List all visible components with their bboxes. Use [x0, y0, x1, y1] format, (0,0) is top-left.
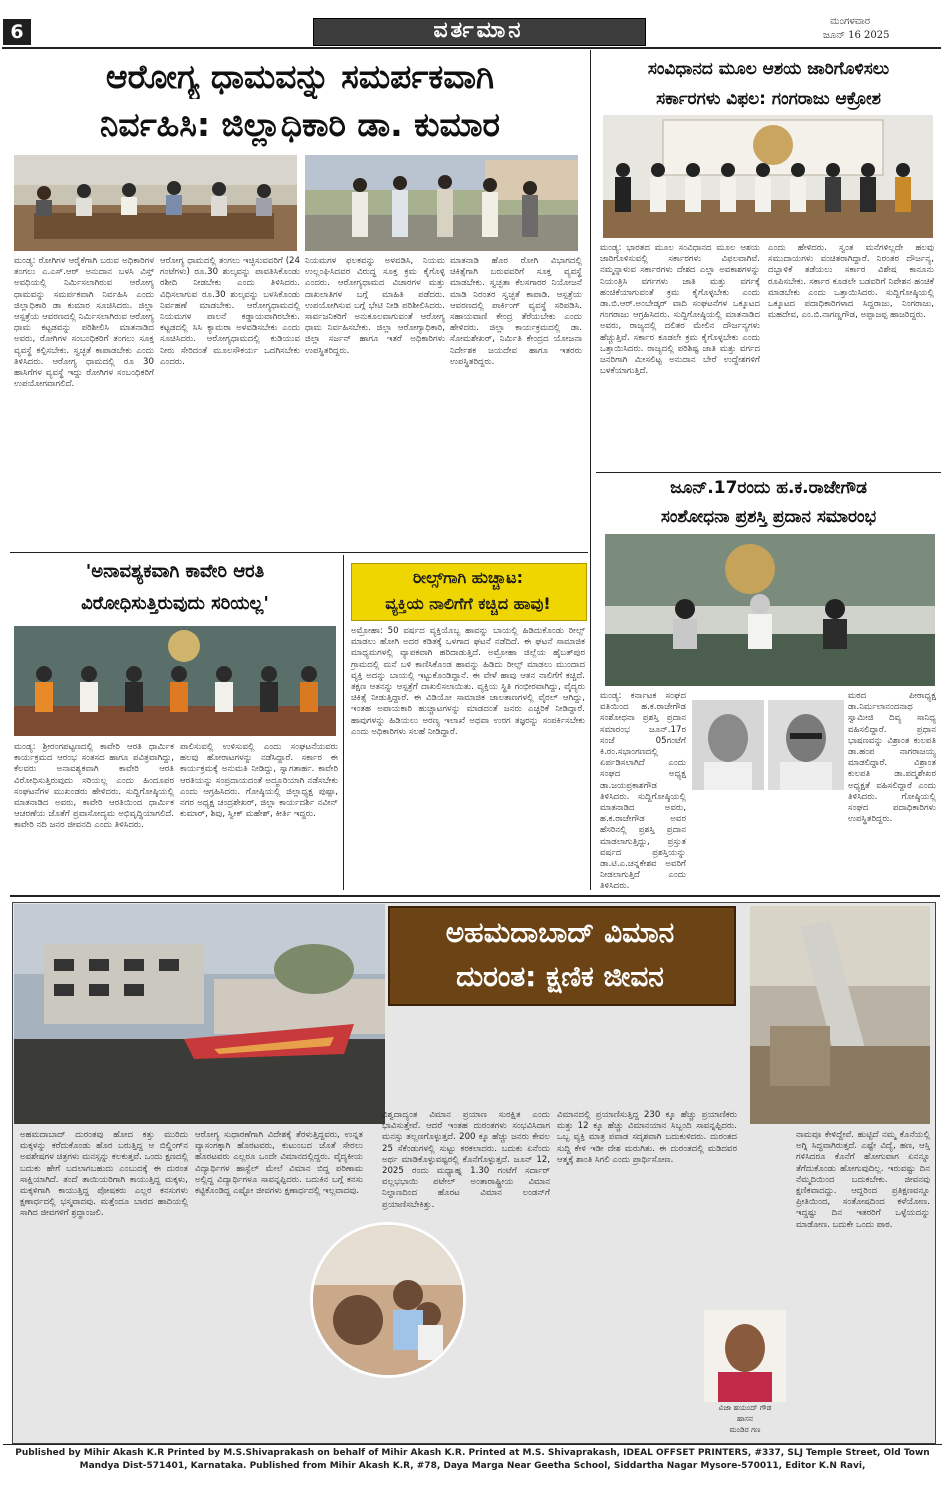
masthead-date: ಜೂನ್ 16 2025 [823, 30, 890, 41]
rajegowda-event-photo [605, 534, 935, 686]
rajegowda-headline-line1: ಜೂನ್.17ರಂದು ಹ.ಕ.ರಾಜೇಗೌಡ [670, 478, 867, 498]
cauvery-headline-line1: 'ಅನಾವಶ್ಯಕವಾಗಿ ಕಾವೇರಿ ಆರತಿ [85, 561, 265, 582]
rajegowda-col1: ಮಂಡ್ಯ: ಕರ್ನಾಟಕ ಸಂಘದ ವತಿಯಿಂದ ಹ.ಕ.ರಾಜೇಗೌಡ ಸಂಶೋಧನಾ ಪ್ರಶಸ್ತಿ ಪ್ರದಾನ ಸಮಾರಂಭ ಜೂನ್.17ರ ಸಂಜೆ 05ಗಂಟೆಗೆ ಕಿ.ರಂ.ಸಭಾಂಗಣದಲ್ಲಿ ಏರ್ಪಡಿಸಲಾಗಿದೆ ಎಂದು ಸಂಘದ ಅಧ್ಯಕ್ಷ ಡಾ.ಜಯಪ್ರಕಾಶಗೌಡ ತಿಳಿಸಿದರು. ಸುದ್ದಿಗೋಷ್ಠಿಯಲ್ಲಿ ಮಾತನಾಡಿದ ಅವರು, ಹ.ಕ.ರಾಜೇಗೌಡ ಅವರ ಹೆಸರಿನಲ್ಲಿ ಪ್ರಶಸ್ತಿ ಪ್ರದಾನ ಮಾಡಲಾಗುತ್ತಿದ್ದು, ಪ್ರಸ್ತುತ ವರ್ಷದ ಪ್ರಶಸ್ತಿಯನ್ನು ಡಾ.ಟಿ.ಎ.ಚನ್ನಕೇಶವ ಅವರಿಗೆ ನೀಡಲಾಗುತ್ತಿದೆ ಎಂದು ತಿಳಿಸಿದರು. [600, 691, 686, 891]
health-col3: ನಿಯಮಗಳ ಫಲಕವನ್ನು ಅಳವಡಿಸಿ, ನಿಯಮ ಉಲ್ಲಂಘಿಸಿದವರ ವಿರುದ್ಧ ಸೂಕ್ತ ಕ್ರಮ ಕೈಗೊಳ್ಳಿ ಎಂದರು. ಆರೋಗ್ಯಧಾಮದ ವಿಚಾರಗಳ ಮತ್ತು ದಾಖಲಾತಿಗಳ ಬಗ್ಗೆ ಮಾಹಿತಿ ಪಡೆದರು. ಉಪಯೋಗಿಸುವ ಬಗ್ಗೆ ಭೇಟಿ ನೀಡಿ ಪರಿಶೀಲಿಸಿದರು. ಸಾರ್ವಜನಿಕರಿಗೆ ಅನುಕೂಲವಾಗುವಂತೆ ಆರೋಗ್ಯ ಧಾಮ ನಿರ್ವಹಿಸಬೇಕು. ಜಿಲ್ಲಾ ಆರೋಗ್ಯಾಧಿಕಾರಿ, ಜಿಲ್ಲಾ ಸರ್ಜನ್ ಹಾಗೂ ಇತರೆ ಅಧಿಕಾರಿಗಳು ಉಪಸ್ಥಿತರಿದ್ದರು. [305, 256, 445, 356]
press-conference-image [14, 626, 336, 736]
meeting-room-image [14, 155, 297, 251]
officials-walking-image [305, 155, 578, 251]
crash-site-image [14, 904, 385, 1124]
vertical-divider-middle [343, 555, 344, 890]
constitution-col2: ಎಂದು ಹೇಳಿದರು. ಸ್ವಂತ ಮನೆಗಳಿಲ್ಲದೇ ಹಲವು ಸಮುದಾಯಗಳು ವಂಚಿತರಾಗಿದ್ದಾರೆ. ನಿರಂತರ ದೌರ್ಜನ್ಯ, ದಬ್ಬಾಳಿಕೆ ತಡೆಯಲು ಸರ್ಕಾರ ವಿಶೇಷ ಕಾನೂನು ರೂಪಿಸಬೇಕು. ಸರ್ಕಾರ ಕೂಡಲೇ ಬಡವರಿಗೆ ನಿವೇಶನ ಹಂಚಿಕೆ ಮಾಡಬೇಕು ಎಂದು ಒತ್ತಾಯಿಸಿದರು. ಸುದ್ದಿಗೋಷ್ಠಿಯಲ್ಲಿ ಒಕ್ಕೂಟದ ಪದಾಧಿಕಾರಿಗಳಾದ ಸಿದ್ದರಾಜು, ನಿಂಗರಾಜು, ಮಹದೇವ, ಎಂ.ಬಿ.ನಾಗಣ್ಣಗೌಡ, ಅಪ್ಪಾಜಪ್ಪ ಹಾಜರಿದ್ದರು. [768, 243, 934, 321]
rajegowda-portrait1 [692, 700, 764, 790]
vertical-divider-top [590, 50, 591, 890]
footer-top-rule [3, 1444, 942, 1445]
constitution-press-photo [603, 115, 933, 238]
health-headline-line2: ನಿರ್ವಹಿಸಿ: ಜಿಲ್ಲಾಧಿಕಾರಿ ಡಾ. ಕುಮಾರ [100, 105, 500, 144]
crashed-tail-photo [750, 906, 930, 1124]
press-meet-image [603, 115, 933, 238]
author-photo [704, 1310, 786, 1402]
constitution-headline-line1: ಸಂವಿಧಾನದ ಮೂಲ ಆಶಯ ಜಾರಿಗೊಳಿಸಲು [647, 59, 890, 79]
rajegowda-col2: ಮಠದ ಪೀಠಾಧ್ಯಕ್ಷ ಡಾ.ನಿರ್ಮಲಾನಂದನಾಥ ಸ್ವಾಮೀಜಿ ದಿವ್ಯ ಸಾನಿಧ್ಯ ವಹಿಸಲಿದ್ದಾರೆ. ಪ್ರಧಾನ ಭಾಷಣವನ್ನು ವಿಶ್ರಾಂತ ಕುಲಪತಿ ಡಾ.ಹಂಪ ನಾಗರಾಜಯ್ಯ ಮಾಡಲಿದ್ದಾರೆ. ವಿಶ್ರಾಂತ ಕುಲಪತಿ ಡಾ.ಪದ್ಮಶೇಖರ ಅಧ್ಯಕ್ಷತೆ ವಹಿಸಲಿದ್ದಾರೆ ಎಂದು ತಿಳಿಸಿದರು. ಗೋಷ್ಠಿಯಲ್ಲಿ ಸಂಘದ ಪದಾಧಿಕಾರಿಗಳು ಉಪಸ್ಥಿತರಿದ್ದರು. [848, 691, 936, 825]
feature-headline-line2: ದುರಂತ: ಕ್ಷಣಿಕ ಜೀವನ [456, 960, 664, 993]
feature-col5: ನಾಮವೂ ಕೇಳಿದ್ದೇವೆ. ಹುಟ್ಟಿದೆ ನಮ್ಮ ಕೊನೆಯಲ್ಲಿ ಅಗ್ನಿ ಸಿದ್ಧವಾಗಿರುತ್ತದೆ. ಎಷ್ಟೇ ವಿದ್ಯೆ, ಹಣ, ಆಸ್ತಿ ಗಳಿಸಿದರೂ ಕೊನೆಗೆ ಹೋಗುವಾಗ ಏನನ್ನೂ ತೆಗೆದುಕೊಂಡು ಹೋಗುವುದಿಲ್ಲ. ಇರುವಷ್ಟು ದಿನ ನೆಮ್ಮದಿಯಿಂದ ಬದುಕಬೇಕು. ಜೀವನವು ಕ್ಷಣಿಕವಾದದ್ದು. ಆದ್ದರಿಂದ ಪ್ರತಿಕ್ಷಣವನ್ನೂ ಪ್ರೀತಿಯಿಂದ, ಸಂತೋಷದಿಂದ ಕಳೆಯೋಣ. ಇದ್ದಷ್ಟು ದಿನ ಇತರರಿಗೆ ಒಳ್ಳೆಯದನ್ನು ಮಾಡೋಣ. ಬದುಕೇ ಒಂದು ಪಾಠ. [796, 1130, 930, 1230]
constitution-col1: ಮಂಡ್ಯ: ಭಾರತದ ಮೂಲ ಸಂವಿಧಾನದ ಮೂಲ ಆಶಯ ಜಾರಿಗೊಳಿಸುವಲ್ಲಿ ಸರ್ಕಾರಗಳು ವಿಫಲವಾಗಿವೆ. ನಮ್ಮನ್ನಾಳುವ ಸರ್ಕಾರಗಳು ದೇಶದ ಎಲ್ಲಾ ಅವಕಾಶಗಳನ್ನು ನಿಯಂತ್ರಿಸಿ ವರ್ಗಗಳು ಜಾತಿ ಮತ್ತು ವರ್ಗಕ್ಕೆ ಹಂಚಿಕೆಯಾಗುವಂತೆ ಕ್ರಮ ಕೈಗೊಳ್ಳಬೇಕು ಎಂದು ಡಾ.ಬಿ.ಆರ್.ಅಂಬೇಡ್ಕರ್ ವಾದಿ ಸಂಘಟನೆಗಳ ಒಕ್ಕೂಟದ ಗಂಗರಾಜು ಆಗ್ರಹಿಸಿದರು. ಸುದ್ದಿಗೋಷ್ಠಿಯಲ್ಲಿ ಮಾತನಾಡಿದ ಅವರು, ರಾಜ್ಯದಲ್ಲಿ ದಲಿತರ ಮೇಲಿನ ದೌರ್ಜನ್ಯಗಳು ಹೆಚ್ಚುತ್ತಿವೆ. ಸರ್ಕಾರ ಕೂಡಲೇ ಕ್ರಮ ಕೈಗೊಳ್ಳಬೇಕು ಎಂದು ಒತ್ತಾಯಿಸಿದರು. ರಾಜ್ಯದಲ್ಲಿ ಪರಿಶಿಷ್ಟ ಜಾತಿ ಮತ್ತು ವರ್ಗದ ಜನರಿಗಾಗಿ ಮೀಸಲಿಟ್ಟ ಅನುದಾನ ಬೇರೆ ಉದ್ದೇಶಗಳಿಗೆ ಬಳಕೆಯಾಗುತ್ತಿದೆ. [600, 243, 760, 377]
health-bottom-rule [10, 552, 588, 553]
feature-headline-line1: ಅಹಮದಾಬಾದ್ ವಿಮಾನ [445, 916, 675, 949]
portrait-elderly-man-image [692, 700, 764, 790]
constitution-bottom-rule [596, 472, 941, 473]
page-number-box [3, 19, 31, 45]
author-portrait-image [704, 1310, 786, 1402]
crashed-tail-image [750, 906, 930, 1124]
feature-col3: ವಿಶ್ವದಾದ್ಯಂತ ವಿಮಾನ ಪ್ರಯಾಣ ಸುರಕ್ಷಿತ ಎಂದು ಭಾವಿಸುತ್ತೇವೆ. ಆದರೆ ಇಂತಹ ದುರಂತಗಳು ಸಂಭವಿಸಿದಾಗ ಮನಸ್ಸು ತಲ್ಲಣಗೊಳ್ಳುತ್ತದೆ. 200 ಕ್ಕೂ ಹೆಚ್ಚು ಜನರು ಕೇವಲ 25 ಸೆಕೆಂಡುಗಳಲ್ಲಿ ಸುಟ್ಟು ಕರಕಲಾದರು. ಬದುಕು ಏನೆಂದು ಅರ್ಥ ಮಾಡಿಕೊಳ್ಳುವಷ್ಟರಲ್ಲಿ ಕೊನೆಗೊಳ್ಳುತ್ತದೆ. ಜೂನ್ 12, 2025 ರಂದು ಮಧ್ಯಾಹ್ನ 1.30 ಗಂಟೆಗೆ ಸರ್ದಾರ್ ವಲ್ಲಭಭಾಯಿ ಪಟೇಲ್ ಅಂತಾರಾಷ್ಟ್ರೀಯ ವಿಮಾನ ನಿಲ್ದಾಣದಿಂದ ಹೊರಟ ವಿಮಾನ ಲಂಡನ್‌ಗೆ ಪ್ರಯಾಣಿಸಬೇಕಿತ್ತು. [382, 1110, 550, 1210]
rajegowda-portrait2 [768, 700, 844, 790]
health-headline-line1: ಆರೋಗ್ಯ ಧಾಮವನ್ನು ಸಮರ್ಪಕವಾಗಿ [105, 57, 495, 96]
portrait-man-glasses-image [768, 700, 844, 790]
health-col2: ಆರೋಗ್ಯ ಧಾಮದಲ್ಲಿ ತಂಗಲು ಇಚ್ಛಿಸುವವರಿಗೆ (24 ಗಂಟೆಗಳು) ರೂ.30 ಶುಲ್ಕವನ್ನು ಪಾವತಿಸಿಕೊಂಡು ರಶೀದಿ ನೀಡಬೇಕು ಎಂದು ತಿಳಿಸಿದರು. ವಿಧಿಸಲಾಗುವ ರೂ.30 ಶುಲ್ಕವನ್ನು ಬಳಸಿಕೊಂಡು ನಿರ್ವಹಣೆ ಮಾಡಬೇಕು. ಆರೋಗ್ಯಧಾಮದಲ್ಲಿ ನಿಯಮಗಳ ಪಾಲನೆ ಕಡ್ಡಾಯವಾಗಿರಬೇಕು. ಕಟ್ಟಡದಲ್ಲಿ ಸಿಸಿ ಕ್ಯಾಮರಾ ಅಳವಡಿಸಬೇಕು ಎಂದು ಸೂಚಿಸಿದರು. ಆರೋಗ್ಯಧಾಮದಲ್ಲಿ ಕುಡಿಯುವ ನೀರು ಸೇರಿದಂತೆ ಮೂಲಸೌಕರ್ಯ ಒದಗಿಸಬೇಕು ಎಂದರು. [160, 256, 300, 367]
constitution-headline-line2: ಸರ್ಕಾರಗಳು ವಿಫಲ: ಗಂಗರಾಜು ಆಕ್ರೋಶ [656, 89, 881, 109]
health-meeting-photo [14, 155, 297, 251]
masthead-rule [2, 47, 941, 49]
reels-headline-line2: ವ್ಯಕ್ತಿಯ ನಾಲಿಗೆಗೆ ಕಚ್ಚಿದ ಹಾವು! [385, 594, 551, 613]
footer-line2: Mandya Dist-571401, Karnataka. Published from Mihir Akash K.R, #78, Daya Marga Near Geetha School, Siddartha Nagar Mysore-570011, Editor K.N Ravi, [79, 1461, 866, 1471]
masthead-title: ವರ್ತಮಾನ [433, 18, 524, 43]
cauvery-col2: ಪಾಲಿಸುವಲ್ಲಿ ಉಳಿಸುವಲ್ಲಿ ಎಂದು ಸಂಘಟನೆಯವರು ಹಲವು ಹೋರಾಟಗಳನ್ನು ನಡೆಸಿದ್ದಾರೆ. ಸರ್ಕಾರ ಈ ಕಾರ್ಯಕ್ರಮಕ್ಕೆ ಅನುಮತಿ ನೀಡಿದ್ದು, ಸ್ವಾಗತಾರ್ಹ. ಕಾವೇರಿ ಆರತಿಯನ್ನು ಸಂಪ್ರದಾಯದಂತೆ ಅದ್ಧೂರಿಯಾಗಿ ನಡೆಸಬೇಕು ಎಂದು ಆಗ್ರಹಿಸಿದರು. ಗೋಷ್ಠಿಯಲ್ಲಿ ಜಿಲ್ಲಾಧ್ಯಕ್ಷ ಪುಷ್ಪಾ, ನಗರ ಅಧ್ಯಕ್ಷ ಚಂದ್ರಶೇಖರ್, ಜಿಲ್ಲಾ ಕಾರ್ಯದರ್ಶಿ ನವೀನ್ ಕುಮಾರ್, ಶಿವು, ಸ್ವೀಕ್ ಮಹೇಶ್, ಕೀರ್ತಿ ಇದ್ದರು. [180, 742, 338, 820]
feature-col2: ಆರೋಗ್ಯ ಸುಧಾರಣೆಗಾಗಿ ವಿದೇಶಕ್ಕೆ ತೆರಳುತ್ತಿದ್ದವರು, ಉನ್ನತ ವ್ಯಾಸಂಗಕ್ಕಾಗಿ ಹೊರಟವರು, ಕುಟುಂಬದ ಜೊತೆ ಸೇರಲು ಹೊರಟವರು ಎಲ್ಲರೂ ಒಂದೇ ವಿಮಾನದಲ್ಲಿದ್ದರು. ವೈದ್ಯಕೀಯ ವಿದ್ಯಾರ್ಥಿಗಳ ಹಾಸ್ಟೆಲ್ ಮೇಲೆ ವಿಮಾನ ಬಿದ್ದ ಪರಿಣಾಮ ಅಲ್ಲಿದ್ದ ವಿದ್ಯಾರ್ಥಿಗಳೂ ಸಾವನ್ನಪ್ಪಿದರು. ಬದುಕಿನ ಬಗ್ಗೆ ಕನಸು ಕಟ್ಟಿಕೊಂಡಿದ್ದ ಎಷ್ಟೋ ಜೀವಗಳು ಕ್ಷಣಾರ್ಧದಲ್ಲಿ ಇಲ್ಲವಾದವು. [195, 1130, 363, 1197]
author-place: ಮಂಡಿರ ಗಣ [729, 1425, 761, 1434]
cauvery-press-photo [14, 626, 336, 736]
health-col4: ಮಾತನಾಡಿ ಹೊರ ರೋಗಿ ವಿಭಾಗದಲ್ಲಿ ಚಿಕಿತ್ಸೆಗಾಗಿ ಬರುವವರಿಗೆ ಸೂಕ್ತ ವ್ಯವಸ್ಥೆ ಮಾಡಬೇಕು. ಸ್ವಚ್ಛತಾ ಕೆಲಸಗಾರರ ನಿಯೋಜನೆ ಮಾಡಿ ನಿರಂತರ ಸ್ವಚ್ಛತೆ ಕಾಪಾಡಿ. ಆಸ್ಪತ್ರೆಯ ಆವರಣದಲ್ಲಿ ಪಾರ್ಕಿಂಗ್ ವ್ಯವಸ್ಥೆ ಸರಿಪಡಿಸಿ. ಸಹಾಯವಾಣಿ ಕೇಂದ್ರ ತೆರೆಯಬೇಕು ಎಂದು ಹೇಳಿದರು. ಜಿಲ್ಲಾ ಕಾರ್ಯಕ್ರಮದಲ್ಲಿ ಡಾ. ಸೋಮಶೇಖರ್, ನಿರ್ಮಿತಿ ಕೇಂದ್ರದ ಯೋಜನಾ ನಿರ್ದೇಶಕ ಜಯದೇವ ಹಾಗೂ ಇತರರು ಉಪಸ್ಥಿತರಿದ್ದರು. [450, 256, 582, 367]
reels-headline-line1: ರೀಲ್ಸ್‌ಗಾಗಿ ಹುಚ್ಚಾಟ: [413, 568, 523, 587]
crash-site-photo [14, 904, 385, 1124]
author-role: ಹಾಸನ [737, 1414, 753, 1423]
author-name: ವಿಜಾ ಹಯಂದ್ ಗೌಡ [718, 1403, 772, 1412]
health-visit-photo [305, 155, 578, 251]
stage-event-image [605, 534, 935, 686]
footer-line1: Published by Mihir Akash K.R Printed by M.S.Shivaprakash on behalf of Mihir Akash K.R. Printed at M.S. Shivaprakash, IDEAL OFFSET PRINTERS, #337, SLJ Temple Street, Old Town [15, 1448, 930, 1458]
cauvery-col1: ಮಂಡ್ಯ: ಶ್ರೀರಂಗಪಟ್ಟಣದಲ್ಲಿ ಕಾವೇರಿ ಆರತಿ ಧಾರ್ಮಿಕ ಕಾರ್ಯಕ್ರಮದ ಆರಂಭ ಸಂತಸದ ಹಾಗೂ ಪವಿತ್ರವಾಗಿದ್ದು, ಕೆಲವರು ಅನಾವಶ್ಯಕವಾಗಿ ಕಾವೇರಿ ಆರತಿ ವಿರೋಧಿಸುತ್ತಿರುವುದು ಸರಿಯಲ್ಲ ಎಂದು ಹಿಂದೂಪರ ಸಂಘಟನೆಗಳ ಮುಖಂಡರು ಹೇಳಿದರು. ಸುದ್ದಿಗೋಷ್ಠಿಯಲ್ಲಿ ಮಾತನಾಡಿದ ಅವರು, ಕಾವೇರಿ ಆರತಿಯಿಂದ ಧಾರ್ಮಿಕ ಆಚರಣೆಯ ಜೊತೆಗೆ ಪ್ರವಾಸೋದ್ಯಮ ಅಭಿವೃದ್ಧಿಯಾಗಲಿದೆ. ಕಾವೇರಿ ನದಿ ಜನರ ಜೀವನದಿ ಎಂದು ತಿಳಿಸಿದರು. [14, 742, 174, 831]
masthead-day: ಮಂಗಳವಾರ [830, 16, 871, 27]
feature-col4: ವಿಮಾನದಲ್ಲಿ ಪ್ರಯಾಣಿಸುತ್ತಿದ್ದ 230 ಕ್ಕೂ ಹೆಚ್ಚು ಪ್ರಯಾಣಿಕರು ಮತ್ತು 12 ಕ್ಕೂ ಹೆಚ್ಚು ವಿಮಾನಯಾನ ಸಿಬ್ಬಂದಿ ಸಾವನ್ನಪ್ಪಿದರು. ಒಬ್ಬ ವ್ಯಕ್ತಿ ಮಾತ್ರ ಪವಾಡ ಸದೃಶವಾಗಿ ಬದುಕುಳಿದರು. ದುರಂತದ ಸುದ್ದಿ ಕೇಳಿ ಇಡೀ ದೇಶ ಮರುಗಿತು. ಈ ದುರಂತದಲ್ಲಿ ಮಡಿದವರ ಆತ್ಮಕ್ಕೆ ಶಾಂತಿ ಸಿಗಲಿ ಎಂದು ಪ್ರಾರ್ಥಿಸೋಣ. [557, 1110, 737, 1165]
feature-col1: ಅಹಮದಾಬಾದ್ ದುರಂತವು ಹೋದ ಕತ್ತು ಮುರಿದು ಮಕ್ಕಳನ್ನು ಕರೆದುಕೊಂಡು ಹೊರ ಬರುತ್ತಿದ್ದ ಆ ಬಿಲ್ಡಿಂಗ್‌ನ ಅವಶೇಷಗಳ ಚಿತ್ರಗಳು ಮನಸ್ಸನ್ನು ಕಲಕುತ್ತವೆ. ಒಂದು ಕ್ಷಣದಲ್ಲಿ ಬದುಕು ಹೇಗೆ ಬದಲಾಗಬಹುದು ಎಂಬುದಕ್ಕೆ ಈ ದುರಂತ ಸಾಕ್ಷಿಯಾಗಿದೆ. ತಂದೆ ತಾಯಿಯರಿಗಾಗಿ ಕಾಯುತ್ತಿದ್ದ ಮಕ್ಕಳು, ಮಕ್ಕಳಿಗಾಗಿ ಕಾಯುತ್ತಿದ್ದ ಪೋಷಕರು ಎಲ್ಲರ ಕನಸುಗಳು ಕ್ಷಣಾರ್ಧದಲ್ಲಿ ಭಸ್ಮವಾದವು. ಮತ್ತೆಂದೂ ಬಾರದ ಹಾದಿಯಲ್ಲಿ ಸಾಗಿದ ಜೀವಗಳಿಗೆ ಶ್ರದ್ಧಾಂಜಲಿ. [20, 1130, 188, 1219]
health-col1: ಮಂಡ್ಯ: ರೋಗಿಗಳ ಆರೈಕೆಗಾಗಿ ಬರುವ ಅಧಿಕಾರಿಗಳ ತಂಗಲು ಎ.ಎಸ್.ಆರ್ ಅನುದಾನ ಬಳಸಿ ವಿಸ್ತ್ ಅವಧಿಯಲ್ಲಿ ನಿರ್ಮಿಸಲಾಗಿರುವ ಆರೋಗ್ಯ ಧಾಮವನ್ನು ಸಮರ್ಪಕವಾಗಿ ನಿರ್ವಹಿಸಿ ಎಂದು ಜಿಲ್ಲಾಧಿಕಾರಿ ಡಾ ಕುಮಾರ ಸೂಚಿಸಿದರು. ಜಿಲ್ಲಾ ಆಸ್ಪತ್ರೆಯ ಆವರಣದಲ್ಲಿ ನಿರ್ಮಿಸಲಾಗಿರುವ ಆರೋಗ್ಯ ಧಾಮ ಕಟ್ಟಡವನ್ನು ಪರಿಶೀಲಿಸಿ ಮಾತನಾಡಿದ ಅವರು, ರೋಗಿಗಳ ಸಂಬಂಧಿಕರಿಗೆ ತಂಗಲು ಸೂಕ್ತ ವ್ಯವಸ್ಥೆ ಕಲ್ಪಿಸಬೇಕು. ಸ್ವಚ್ಛತೆ ಕಾಪಾಡಬೇಕು ಎಂದು ತಿಳಿಸಿದರು. ಆರೋಗ್ಯ ಧಾಮದಲ್ಲಿ ರೂ 30 ಹಾಸಿಗೆಗಳ ವ್ಯವಸ್ಥೆ ಇದ್ದು ರೋಗಿಗಳ ಸಂಬಂಧಿಕರಿಗೆ ಉಪಯೋಗವಾಗಲಿದೆ. [14, 256, 154, 390]
rajegowda-headline-line2: ಸಂಶೋಧನಾ ಪ್ರಶಸ್ತಿ ಪ್ರದಾನ ಸಮಾರಂಭ [660, 507, 877, 527]
section-divider-feature [10, 895, 940, 897]
page-number: 6 [10, 21, 24, 43]
cauvery-headline-line2: ವಿರೋಧಿಸುತ್ತಿರುವುದು ಸರಿಯಲ್ಲ' [81, 593, 269, 614]
reels-body: ಅಮ್ರೋಹಾ: 50 ವರ್ಷದ ವ್ಯಕ್ತಿಯೊಬ್ಬ ಹಾವನ್ನು ಬಾಯಲ್ಲಿ ಹಿಡಿದುಕೊಂಡು ರೀಲ್ಸ್ ಮಾಡಲು ಹೋಗಿ ಅದರ ಕಡಿತಕ್ಕೆ ಒಳಗಾದ ಘಟನೆ ನಡೆದಿದೆ. ಈ ಘಟನೆ ಸಾಮಾಜಿಕ ಮಾಧ್ಯಮಗಳಲ್ಲಿ ವ್ಯಾಪಕವಾಗಿ ಹರಿದಾಡುತ್ತಿದೆ. ಅಮ್ರೋಹಾ ಜಿಲ್ಲೆಯ ಹೈಬತ್‌ಪುರ ಗ್ರಾಮದಲ್ಲಿ ಮನೆ ಬಳಿ ಕಾಣಿಸಿಕೊಂಡ ಹಾವನ್ನು ಹಿಡಿದು ರೀಲ್ಸ್ ಮಾಡಲು ಮುಂದಾದ ವ್ಯಕ್ತಿ ಅದನ್ನು ಬಾಯಲ್ಲಿ ಇಟ್ಟುಕೊಂಡಿದ್ದಾನೆ. ಈ ವೇಳೆ ಹಾವು ಆತನ ನಾಲಿಗೆಗೆ ಕಚ್ಚಿದೆ. ತಕ್ಷಣ ಆತನನ್ನು ಆಸ್ಪತ್ರೆಗೆ ದಾಖಲಿಸಲಾಯಿತು. ವ್ಯಕ್ತಿಯ ಸ್ಥಿತಿ ಗಂಭೀರವಾಗಿದ್ದು, ವೈದ್ಯರು ಚಿಕಿತ್ಸೆ ನೀಡುತ್ತಿದ್ದಾರೆ. ಈ ವಿಡಿಯೋ ಸಾಮಾಜಿಕ ಜಾಲತಾಣಗಳಲ್ಲಿ ವೈರಲ್ ಆಗಿದ್ದು, ಇಂತಹ ಅಪಾಯಕಾರಿ ಹುಚ್ಚಾಟಗಳನ್ನು ಮಾಡದಂತೆ ಜನರು ಎಚ್ಚರಿಕೆ ನೀಡಿದ್ದಾರೆ. ಹಾವುಗಳನ್ನು ಹಿಡಿಯಲು ಅರಣ್ಯ ಇಲಾಖೆ ಅಥವಾ ಉರಗ ತಜ್ಞರನ್ನು ಸಂಪರ್ಕಿಸಬೇಕು ಎಂದು ಅಧಿಕಾರಿಗಳು ಸಲಹೆ ನೀಡಿದ್ದಾರೆ. [351, 626, 585, 737]
